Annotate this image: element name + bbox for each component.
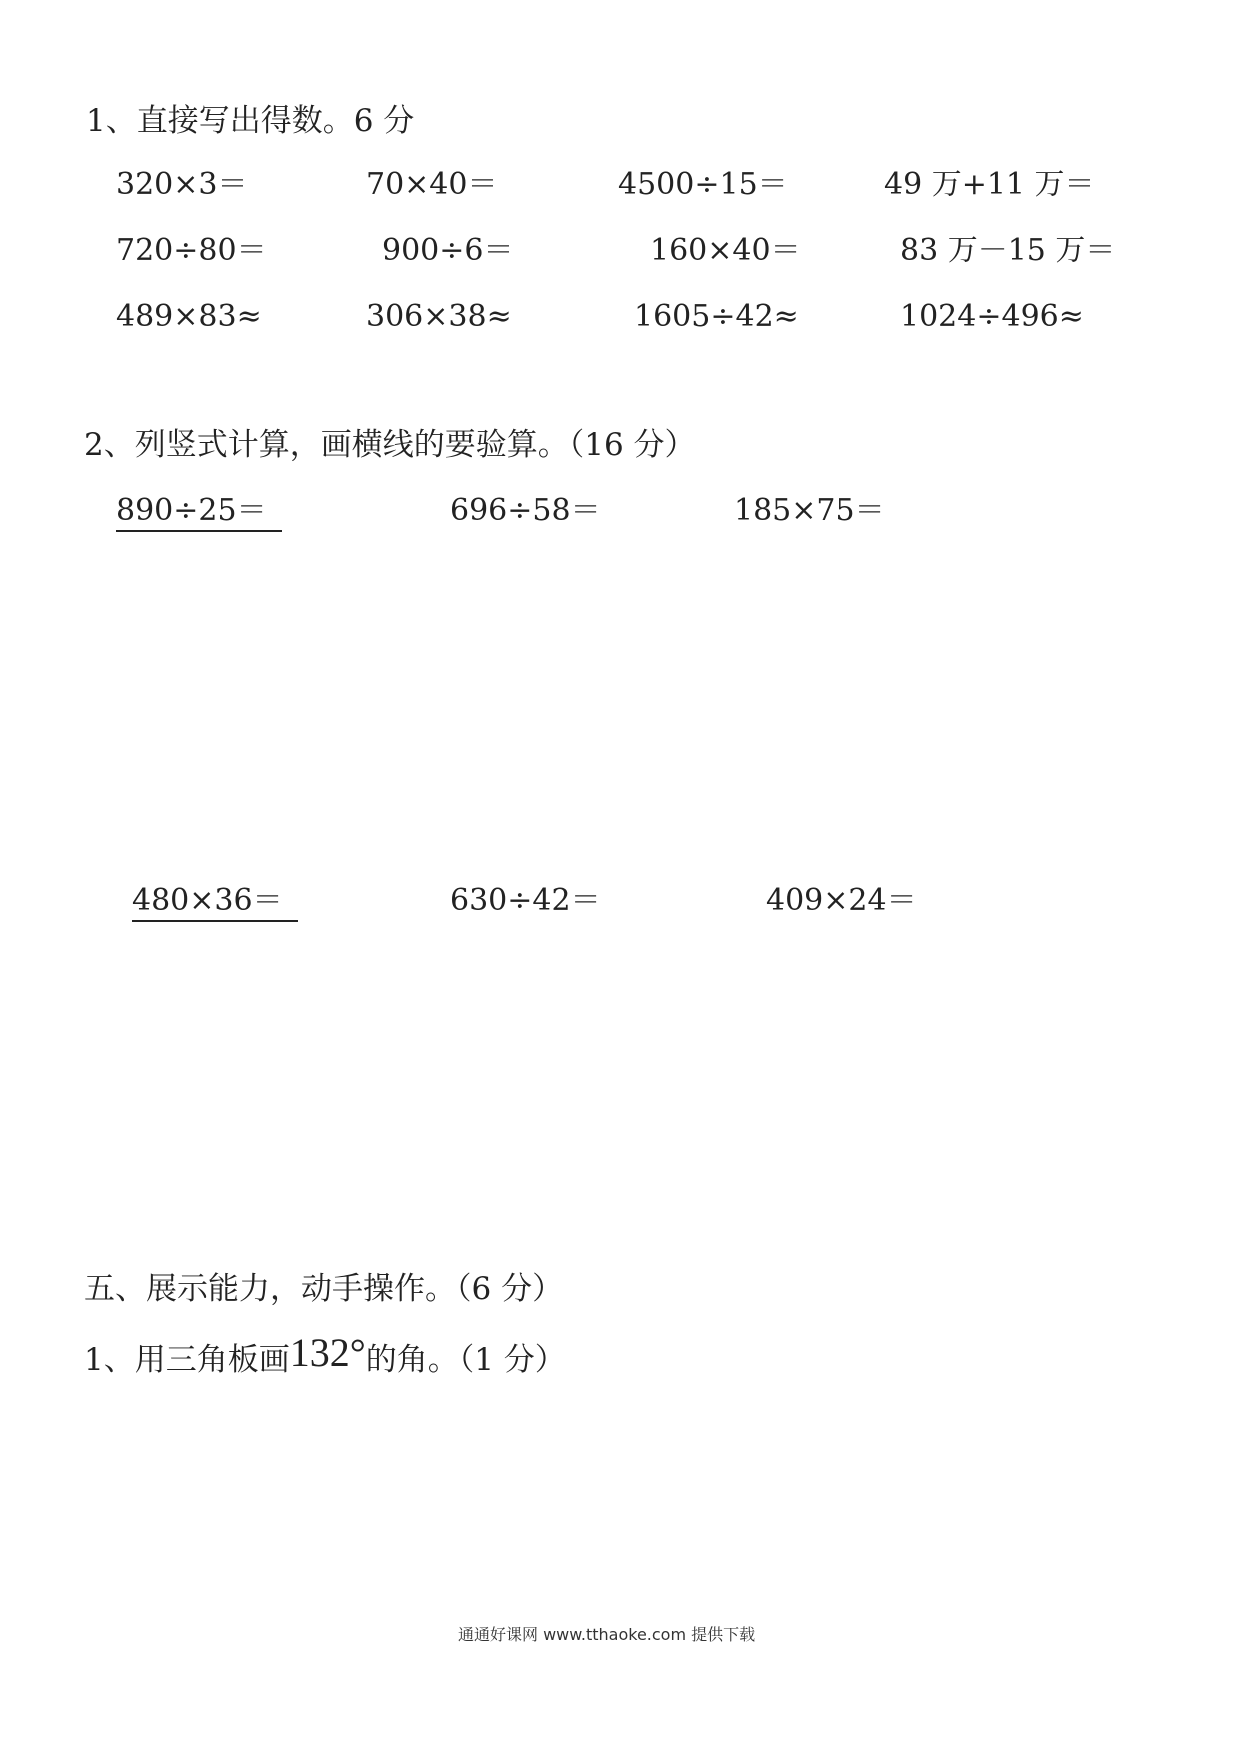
question-suffix: 的角。（1 分） xyxy=(365,1342,566,1378)
underlined-expression: 480×36＝ xyxy=(132,884,298,922)
problem-1-3: 4500÷15＝ xyxy=(618,167,788,202)
question-prefix: 1、用三角板画 xyxy=(84,1342,290,1378)
problem-2-3: 185×75＝ xyxy=(734,493,885,528)
problem-2-5: 630÷42＝ xyxy=(450,883,601,918)
section5-heading: 五、展示能力，动手操作。（6 分） xyxy=(84,1271,564,1307)
section2-heading: 2、列竖式计算，画横线的要验算。（16 分） xyxy=(84,427,696,463)
problem-1-10: 306×38≈ xyxy=(366,299,512,334)
problem-2-4 xyxy=(132,884,298,922)
problem-1-6: 900÷6＝ xyxy=(382,233,514,268)
problem-2-6: 409×24＝ xyxy=(766,883,917,918)
problem-1-11: 1605÷42≈ xyxy=(634,299,799,334)
angle-value: 132° xyxy=(289,1330,366,1375)
section5-question-1 xyxy=(84,1330,566,1378)
problem-1-2: 70×40＝ xyxy=(366,167,498,202)
problem-1-8: 83 万－15 万＝ xyxy=(900,233,1116,268)
problem-1-9: 489×83≈ xyxy=(116,299,262,334)
problem-1-7: 160×40＝ xyxy=(650,233,801,268)
problem-2-2: 696÷58＝ xyxy=(450,493,601,528)
section1-heading: 1、直接写出得数。6 分 xyxy=(86,103,415,139)
problem-1-1: 320×3＝ xyxy=(116,167,248,202)
problem-2-1 xyxy=(116,494,282,532)
problem-1-12: 1024÷496≈ xyxy=(900,299,1084,334)
underlined-expression: 890÷25＝ xyxy=(116,494,282,532)
footer-credit: 通通好课网 www.tthaoke.com 提供下载 xyxy=(458,1625,756,1644)
problem-1-5: 720÷80＝ xyxy=(116,233,267,268)
problem-1-4: 49 万+11 万＝ xyxy=(884,167,1095,202)
